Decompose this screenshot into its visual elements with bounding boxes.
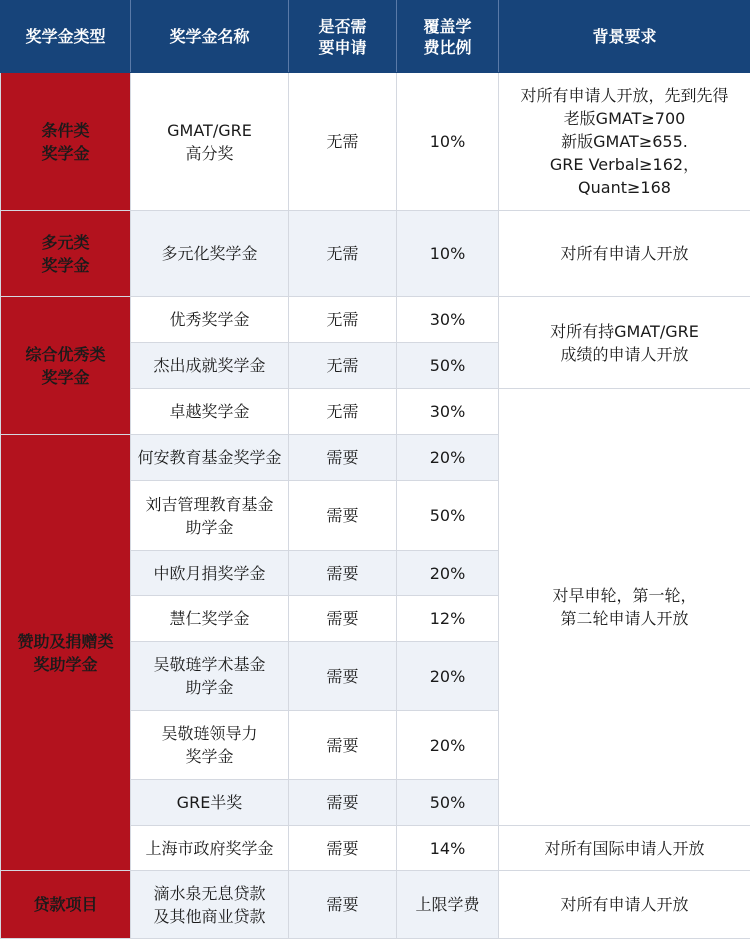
table-row	[1, 297, 750, 343]
scholarship-name: 滴水泉无息贷款 及其他商业贷款	[131, 871, 289, 939]
category-merit: 综合优秀类 奖学金	[1, 297, 131, 435]
header-requirement: 背景要求	[499, 1, 750, 73]
category-loans: 贷款项目	[1, 871, 131, 939]
coverage: 10%	[397, 211, 499, 297]
category-conditional: 条件类 奖学金	[1, 73, 131, 211]
coverage: 14%	[397, 826, 499, 871]
header-row	[1, 1, 750, 73]
apply-required: 需要	[289, 826, 397, 871]
requirement: 对早申轮，第一轮， 第二轮申请人开放	[499, 389, 750, 826]
apply-required: 无需	[289, 389, 397, 435]
apply-required: 无需	[289, 73, 397, 211]
scholarship-name: 上海市政府奖学金	[131, 826, 289, 871]
coverage: 20%	[397, 711, 499, 780]
coverage: 20%	[397, 551, 499, 596]
coverage: 20%	[397, 642, 499, 711]
header-name: 奖学金名称	[131, 1, 289, 73]
header-type: 奖学金类型	[1, 1, 131, 73]
apply-required: 需要	[289, 596, 397, 642]
requirement: 对所有申请人开放	[499, 211, 750, 297]
requirement: 对所有国际申请人开放	[499, 826, 750, 871]
scholarship-name: 吴敬琏学术基金 助学金	[131, 642, 289, 711]
scholarship-name: 中欧月捐奖学金	[131, 551, 289, 596]
scholarship-name: GRE半奖	[131, 780, 289, 826]
coverage: 50%	[397, 780, 499, 826]
scholarship-name: 何安教育基金奖学金	[131, 435, 289, 481]
coverage: 30%	[397, 297, 499, 343]
coverage: 20%	[397, 435, 499, 481]
apply-required: 需要	[289, 780, 397, 826]
table-row	[1, 871, 750, 939]
table-row	[1, 73, 750, 211]
requirement: 对所有申请人开放	[499, 871, 750, 939]
apply-required: 无需	[289, 297, 397, 343]
apply-required: 无需	[289, 343, 397, 389]
scholarship-name: 杰出成就奖学金	[131, 343, 289, 389]
scholarship-name: GMAT/GRE 高分奖	[131, 73, 289, 211]
header-apply: 是否需 要申请	[289, 1, 397, 73]
apply-required: 无需	[289, 211, 397, 297]
scholarship-name: 优秀奖学金	[131, 297, 289, 343]
scholarship-name: 慧仁奖学金	[131, 596, 289, 642]
category-diversity: 多元类 奖学金	[1, 211, 131, 297]
header-coverage: 覆盖学 费比例	[397, 1, 499, 73]
apply-required: 需要	[289, 871, 397, 939]
coverage: 10%	[397, 73, 499, 211]
scholarship-name: 吴敬琏领导力 奖学金	[131, 711, 289, 780]
apply-required: 需要	[289, 642, 397, 711]
coverage: 上限学费	[397, 871, 499, 939]
scholarship-name: 卓越奖学金	[131, 389, 289, 435]
apply-required: 需要	[289, 435, 397, 481]
scholarship-name: 多元化奖学金	[131, 211, 289, 297]
coverage: 50%	[397, 481, 499, 551]
requirement: 对所有持GMAT/GRE 成绩的申请人开放	[499, 297, 750, 389]
requirement: 对所有申请人开放，先到先得 老版GMAT≥700 新版GMAT≥655. GRE Verbal≥162， Quant≥168	[499, 73, 750, 211]
table-row	[1, 211, 750, 297]
coverage: 50%	[397, 343, 499, 389]
coverage: 12%	[397, 596, 499, 642]
category-sponsored: 赞助及捐赠类 奖助学金	[1, 435, 131, 871]
scholarship-name: 刘吉管理教育基金 助学金	[131, 481, 289, 551]
apply-required: 需要	[289, 481, 397, 551]
apply-required: 需要	[289, 551, 397, 596]
apply-required: 需要	[289, 711, 397, 780]
coverage: 30%	[397, 389, 499, 435]
